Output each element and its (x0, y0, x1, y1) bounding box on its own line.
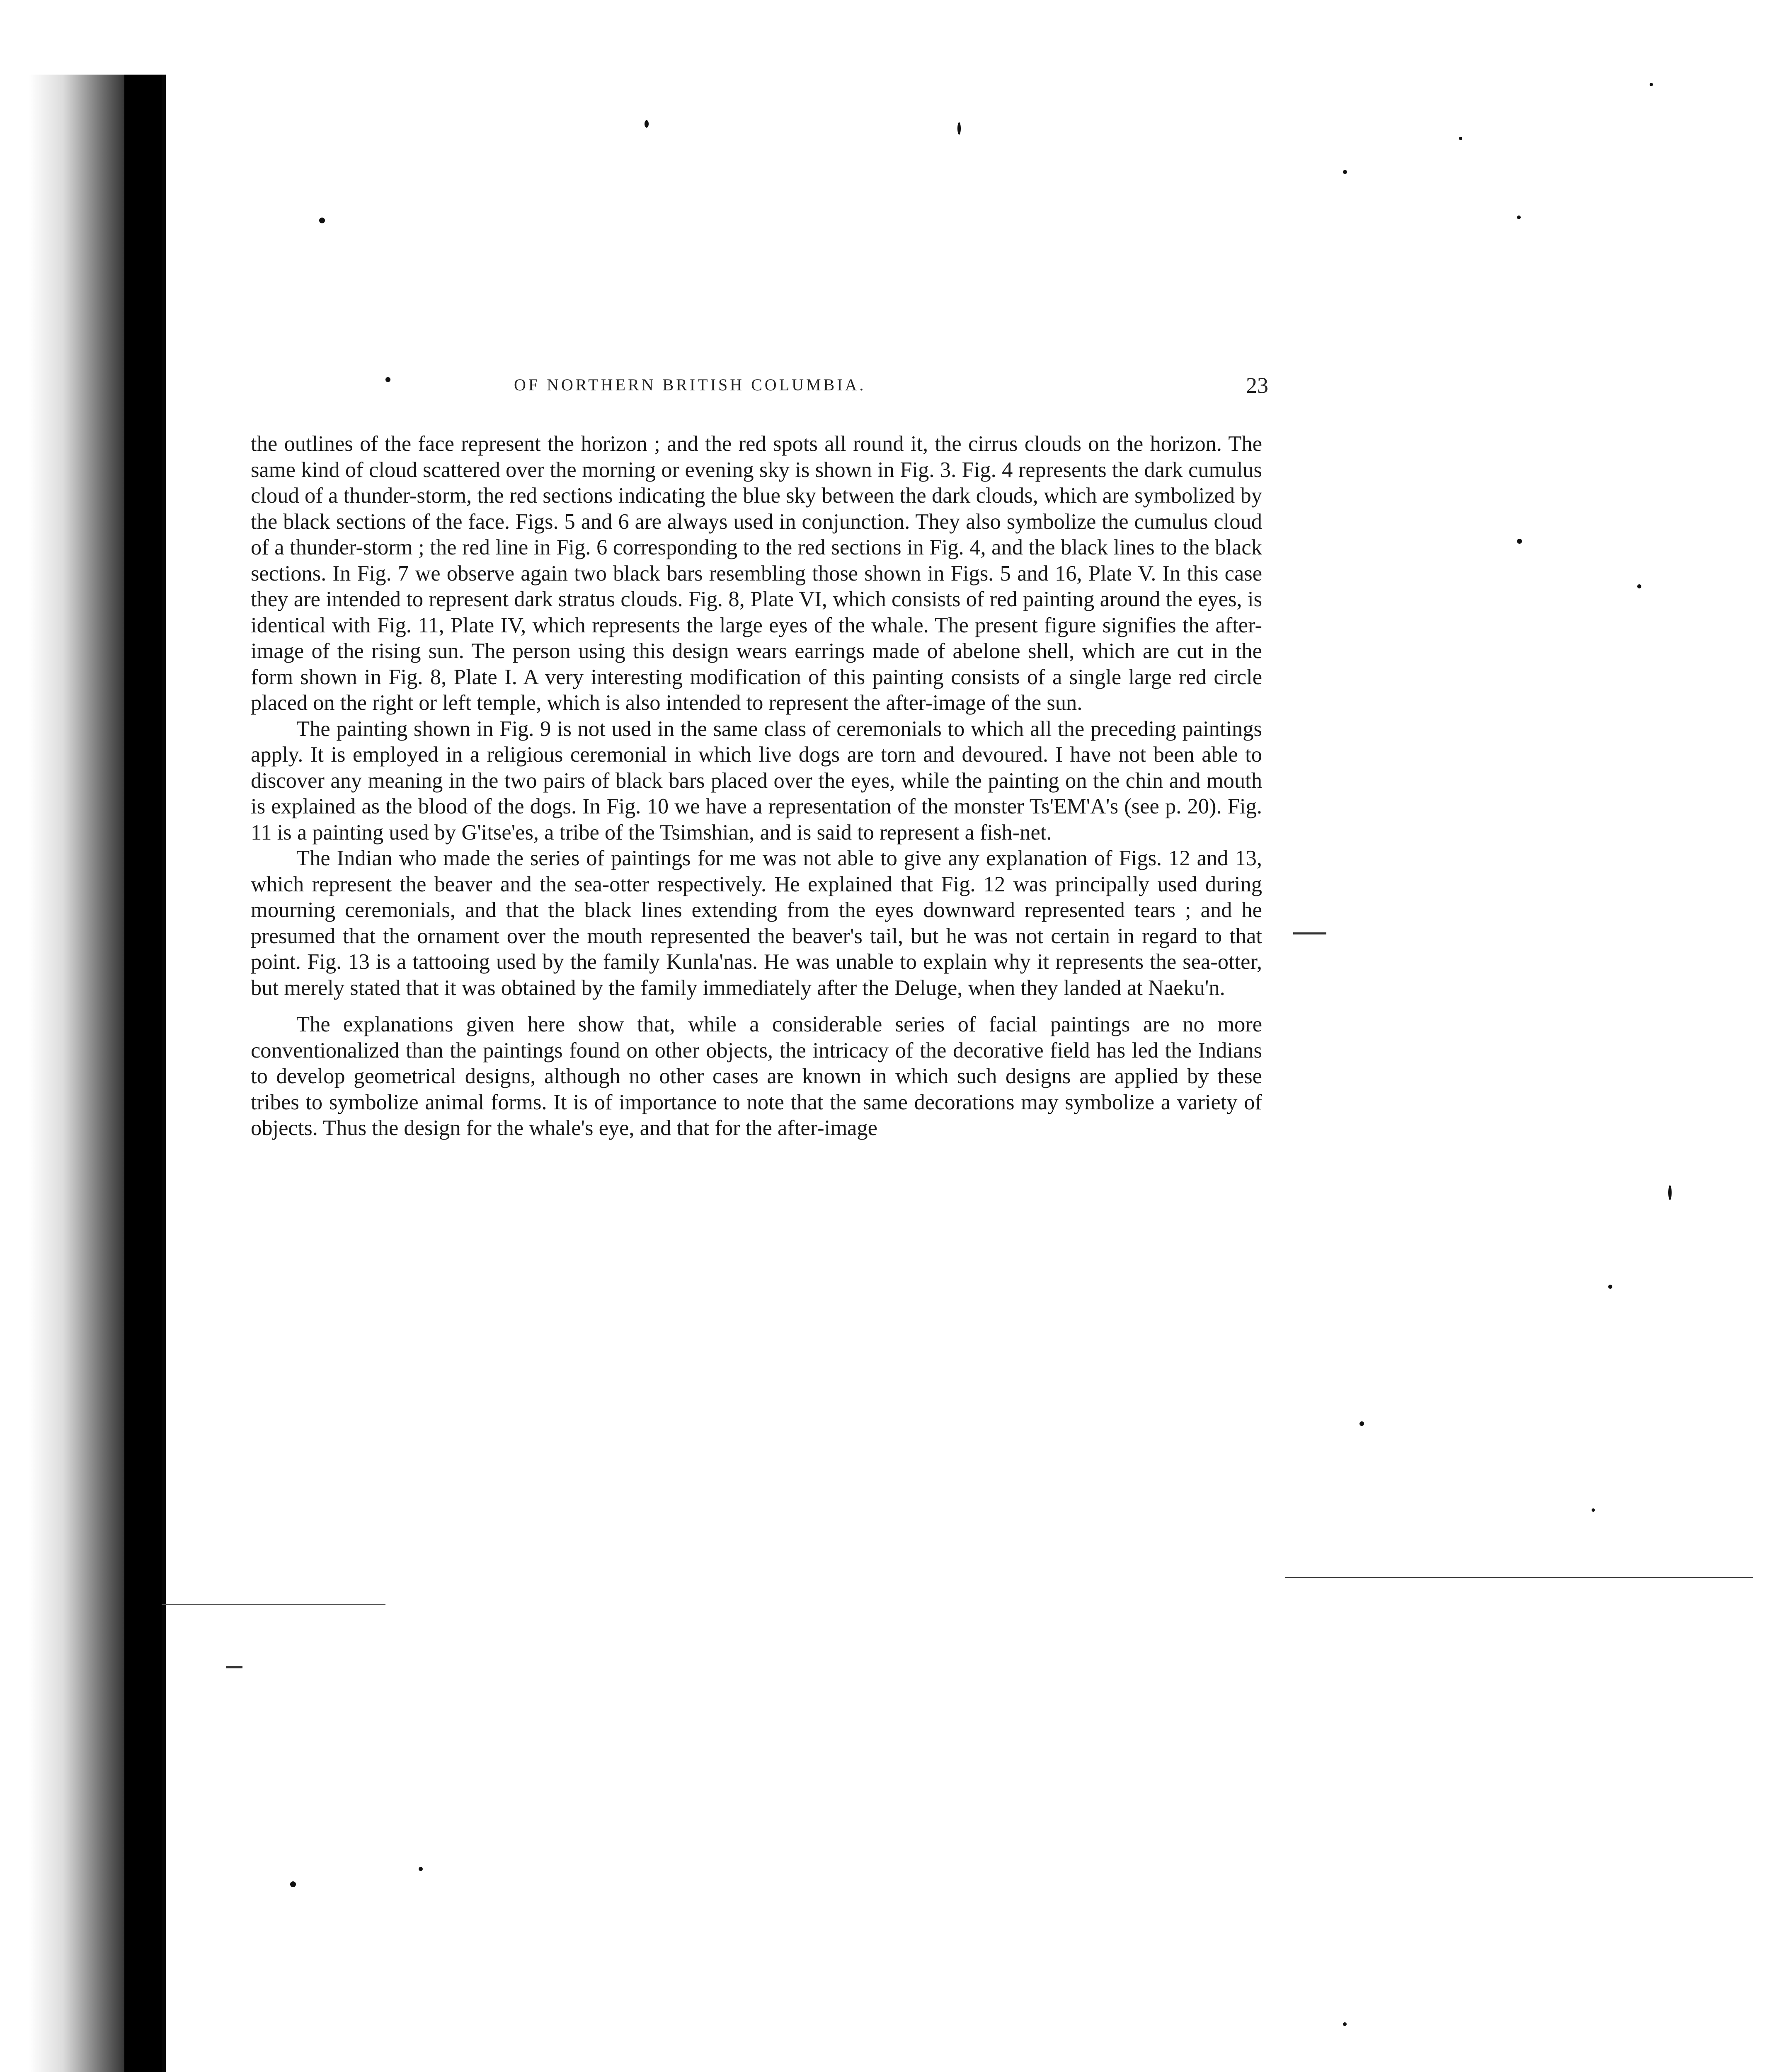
paragraph: The painting shown in Fig. 9 is not used in the same class of ceremonials to which all the preceding paintings apply. It is employed in a religious ceremonial in which live dogs are torn and devoured. I have not been able to discover any meaning in the two pairs of black bars placed over the eyes, while the painting on the chin and mouth is explained as the blood of the dogs. In Fig. 10 we have a representation of the monster Ts'EM'A's (see p. 20). Fig. 11 is a painting used by G'itse'es, a tribe of the Tsimshian, and is said to represent a fish-net. (251, 716, 1262, 845)
body-text (251, 431, 1262, 1881)
scan-speck (645, 120, 649, 128)
running-head (514, 375, 1268, 400)
page-number: 23 (1246, 373, 1268, 398)
scan-speck (1343, 2022, 1347, 2026)
scan-speck (1608, 1285, 1612, 1289)
paragraph: the outlines of the face represent the horizon ; and the red spots all round it, the cirrus clouds on the horizon. The same kind of cloud scattered over the morning or evening sky is shown in Fig. 3. Fig. 4 represents the dark cumulus cloud of a thunder-storm, the red sections indicating the blue sky between the dark clouds, which are symbolized by the black sections of the face. Figs. 5 and 6 are always used in conjunction. They also symbolize the cumulus cloud of a thunder-storm ; the red line in Fig. 6 corresponding to the red sections in Fig. 4, and the black lines to the black sections. In Fig. 7 we observe again two black bars resembling those shown in Figs. 5 and 16, Plate V. In this case they are intended to represent dark stratus clouds. Fig. 8, Plate VI, which consists of red painting around the eyes, is identical with Fig. 11, Plate IV, which represents the large eyes of the whale. The present figure signifies the after-image of the rising sun. The person using this design wears earrings made of abelone shell, which are cut in the form shown in Fig. 8, Plate I. A very interesting modification of this painting consists of a single large red circle placed on the right or left temple, which is also intended to represent the after-image of the sun. (251, 432, 1262, 715)
scan-speck (290, 1881, 296, 1887)
running-title: OF NORTHERN BRITISH COLUMBIA. (514, 375, 866, 394)
scan-speck (1650, 83, 1653, 86)
scan-stray-line (1293, 932, 1326, 934)
scan-speck (1637, 584, 1641, 588)
scanned-binding-edge (124, 75, 162, 2072)
scan-speck (1459, 137, 1462, 140)
scan-speck (1517, 215, 1521, 219)
scan-stray-line (226, 1666, 242, 1668)
scan-speck (1343, 170, 1347, 174)
scan-stray-line (1285, 1577, 1753, 1578)
scan-speck (1517, 539, 1522, 544)
scan-speck (1668, 1185, 1672, 1200)
scan-speck (1592, 1508, 1595, 1512)
scan-speck (385, 377, 390, 382)
scan-speck (957, 122, 961, 135)
scan-speck (319, 218, 325, 223)
scan-speck (1359, 1421, 1364, 1426)
paragraph: The Indian who made the series of paintings for me was not able to give any explanation of Figs. 12 and 13, which represent the beaver and the sea-otter respectively. He explained that Fig. 12 was principally used during mourning ceremonials, and that the black lines extending from the eyes downward represented tears ; and he presumed that the ornament over the mouth represented the beaver's tail, but he was not certain in regard to that point. Fig. 13 is a tattooing used by the family Kunla'nas. He was unable to explain why it represents the sea-otter, but merely stated that it was obtained by the family immediately after the Deluge, when they landed at Naeku'n. (251, 846, 1262, 1000)
paragraph: The explanations given here show that, while a considerable series of facial paintings are no more conventionalized than the paintings found on other objects, the intricacy of the decorative field has led the Indians to develop geometrical designs, although no other cases are known in which such designs are applied by these tribes to symbolize animal forms. It is of importance to note that the same decorations may symbolize a variety of objects. Thus the design for the whale's eye, and that for the after-image (251, 1012, 1262, 1140)
